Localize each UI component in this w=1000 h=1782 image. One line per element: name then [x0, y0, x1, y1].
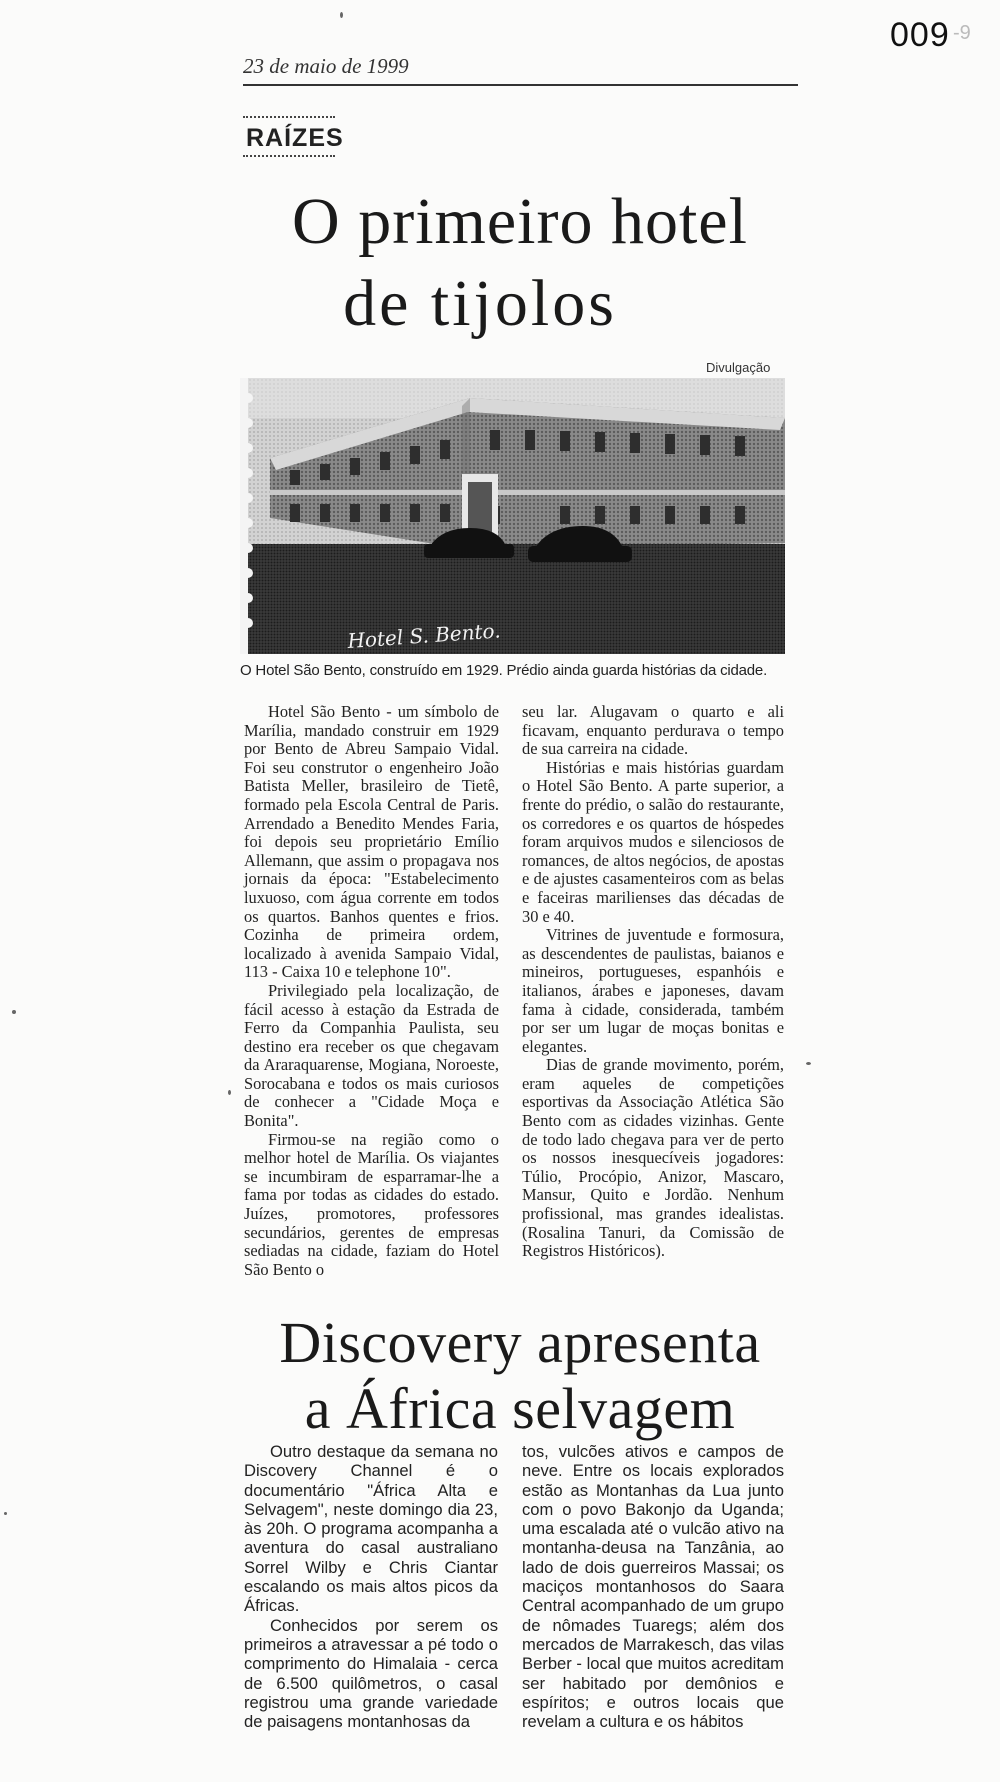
scan-speck [806, 1062, 811, 1065]
section-rule-top [243, 116, 335, 118]
hotel-photo [240, 378, 785, 654]
page-number-mark: -9 [953, 22, 971, 44]
article1-headline-line1: O primeiro hotel [292, 185, 748, 258]
scan-speck [4, 1512, 7, 1515]
article2-headline-line2: a África selvagem [304, 1376, 736, 1441]
article1-col2-paragraph: Histórias e mais histórias guardam o Hotel São Bento. A parte superior, a frente do prédio, o salão do restaurante, os corredores e os quartos de hóspedes foram arquivos mudos e silenciosos de romances, de altos negócios, de apostas e de ajustes casamenteiros com as belas e faceiras marilienses das décadas de 30 e 40. [522, 757, 784, 926]
article2-column-2 [522, 1442, 784, 1731]
article2-col2-text: tos, vulcões ativos e campos de neve. Entre os locais explorados estão as Montanhas da Lua junto com o povo Bakonjo da Uganda; uma escalada até o vulcão ativo na montanha-deusa na Tanzânia, ao lado de dois guerreiros Massai; os maciços montanhosos do Saara Central acompanhado de um grupo de nômades Tuaregs; além dos mercados de Marrakesch, das vilas Berber - local que muitos acreditam ser habitado por demônios e espíritos; e outros locais que revelam a cultura e os hábitos [522, 1442, 784, 1732]
date-rule [243, 84, 798, 86]
article1-col2-paragraph: Dias de grande movimento, porém, eram aqueles de competições esportivas da Associação Atlética São Bento com as cidades vizinhas. Gente de todo lado chegava para ver de perto os nossos inesquecíveis jogadores: Túlio, Procópio, Anizor, Mascaro, Mansur, Quito e Jordão. Nenhum profissional, mas grandes idealistas. (Rosalina Tanuri, da Comissão de Registros Históricos). [522, 1055, 784, 1261]
article1-headline-line2: de tijolos [343, 267, 617, 340]
section-rule-bottom [243, 155, 335, 157]
photo-credit: Divulgação [706, 360, 771, 375]
photo-caption: O Hotel São Bento, construído em 1929. Prédio ainda guarda histórias da cidade. [240, 662, 768, 679]
article1-column-1 [244, 703, 499, 1279]
article1-col1-paragraph: Privilegiado pela localização, de fácil acesso à estação da Estrada de Ferro da Companhia Paulista, seu destino era receber os que chegavam da Araraquarense, Mogiana, Noroeste, Sorocabana e todos os mais curiosos de conhecer a "Cidade Moça e Bonita". [244, 980, 499, 1131]
article2-column-1 [244, 1442, 498, 1731]
section-tag: RAÍZES [246, 124, 344, 152]
article1-col2-continuation: seu lar. Alugavam o quarto e ali ficavam, enquanto perdurava o tempo de sua carreira na cidade. [522, 702, 784, 759]
scan-speck [228, 1090, 231, 1095]
scan-speck [12, 1010, 16, 1014]
page-number: 009 [890, 16, 950, 54]
article2-headline-line1: Discovery apresenta [279, 1310, 761, 1375]
article1-col1-paragraph: Firmou-se na região como o melhor hotel de Marília. Os viajantes se incumbiram de esparramar-lhe a fama por todas as cidades do estado. Juízes, promotores, professores secundários, gerentes de empresas sediadas na cidade, faziam do Hotel São Bento o [244, 1129, 499, 1279]
article1-col2-paragraph: Vitrines de juventude e formosura, as descendentes de paulistas, baianos e mineiros, portugueses, espanhóis e italianos, árabes e japoneses, davam fama à cidade, considerada, também por ser um lugar de moças bonitas e elegantes. [522, 925, 784, 1056]
article1-column-2 [522, 703, 784, 1261]
scan-speck [340, 12, 343, 18]
publication-date: 23 de maio de 1999 [243, 54, 409, 78]
article2-col1-paragraph: Outro destaque da semana no Discovery Channel é o documentário "África Alta e Selvagem", neste domingo dia 23, às 20h. O programa acompanha a aventura do casal australiano Sorrel Wilby e Chris Ciantar escalando os mais altos picos da Áfricas. [244, 1442, 498, 1616]
article2-col1-paragraph: Conhecidos por serem os primeiros a atravessar a pé todo o comprimento do Himalaia - cerca de 6.500 quilômetros, o casal registrou uma grande variedade de paisagens montanhosas da [244, 1615, 498, 1732]
photo-inscription: Hotel S. Bento. [346, 618, 502, 653]
article1-col1-paragraph: Hotel São Bento - um símbolo de Marília, mandado construir em 1929 por Bento de Abreu Sampaio Vidal. Foi seu construtor o engenheiro João Batista Meller, brasileiro de Tietê, formado pela Escola Central de Paris. Arrendado a Benedito Mendes Faria, foi depois seu proprietário Emílio Allemann, que assim o propagava nos jornais da época: "Estabelecimento luxuoso, com água corrente em todos os quartos. Banhos quentes e frios. Cozinha de primeira ordem, localizado à avenida Sampaio Vidal, 113 - Caixa 10 e telephone 10". [244, 702, 499, 982]
